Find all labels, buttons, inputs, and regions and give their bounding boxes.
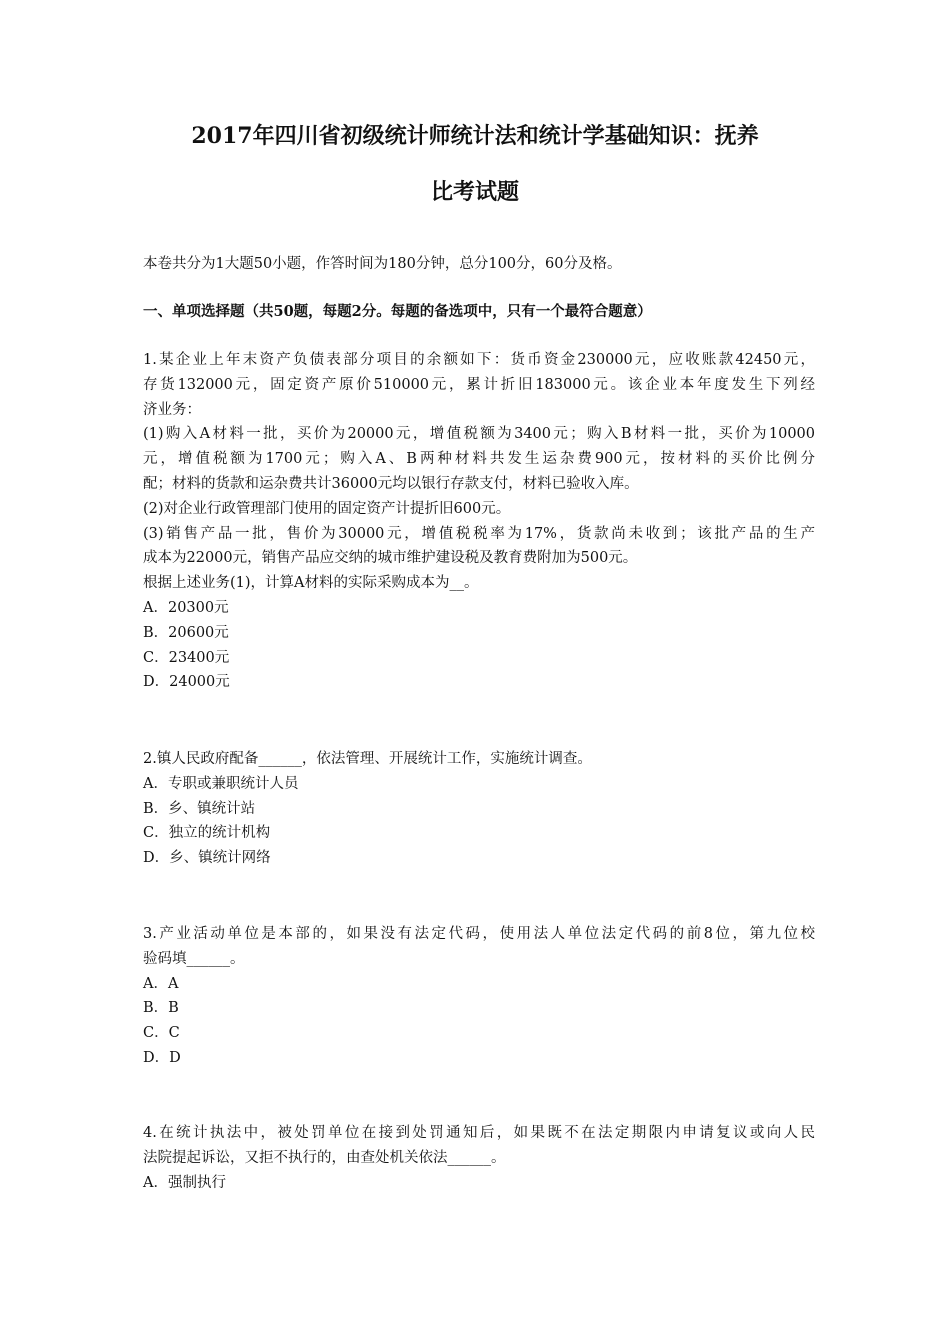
answer-option-d: D．24000元 (143, 674, 230, 691)
question-text-line: (2)对企业行政管理部门使用的固定资产计提折旧600元。 (143, 500, 511, 517)
question-text-line: 3.产业活动单位是本部的，如果没有法定代码，使用法人单位法定代码的前8位，第九位校 (143, 926, 815, 942)
question-text-line: 1.某企业上年末资产负债表部分项目的余额如下：货币资金230000元，应收账款42450元， (143, 352, 815, 368)
answer-option-c: C．C (143, 1025, 180, 1042)
question-4 (143, 1121, 815, 1195)
answer-option-a: A．20300元 (143, 599, 229, 616)
question-text-line: 根据上述业务(1)，计算A材料的实际采购成本为__。 (143, 575, 479, 592)
question-text-line: (3)销售产品一批，售价为30000元，增值税税率为17%，货款尚未收到；该批产品的生产 (143, 525, 815, 542)
answer-option-c: C．独立的统计机构 (143, 825, 271, 842)
question-text-line: 成本为22000元，销售产品应交纳的城市维护建设税及教育费附加为500元。 (143, 550, 638, 567)
answer-option-b: B．乡、镇统计站 (143, 800, 256, 817)
answer-option-d: D．D (143, 1049, 181, 1066)
question-text-line: 元，增值税额为1700元；购入A、B两种材料共发生运杂费900元，按材料的买价比例分 (143, 451, 815, 468)
exam-intro: 本卷共分为1大题50小题，作答时间为180分钟，总分100分，60分及格。 (143, 256, 622, 272)
question-text-line: (1)购入A材料一批，买价为20000元，增值税额为3400元；购入B材料一批，买价为10000 (143, 426, 815, 443)
question-text-line: 4.在统计执法中，被处罚单位在接到处罚通知后，如果既不在法定期限内申请复议或向人民 (143, 1125, 815, 1141)
question-text-line: 存货132000元，固定资产原价510000元，累计折旧183000元。该企业本年度发生下列经 (143, 376, 815, 393)
answer-option-b: B．B (143, 1000, 179, 1017)
answer-option-b: B．20600元 (143, 624, 229, 641)
question-text-line: 法院提起诉讼，又拒不执行的，由查处机关依法______。 (143, 1149, 506, 1166)
section-heading: 一、单项选择题（共50题，每题2分。每题的备选项中，只有一个最符合题意） (143, 303, 652, 320)
question-text-line: 配；材料的货款和运杂费共计36000元均以银行存款支付，材料已验收入库。 (143, 475, 639, 492)
question-text-line: 济业务： (143, 401, 201, 418)
answer-option-a: A．A (143, 975, 179, 992)
title-line-1: 2017年四川省初级统计师统计法和统计学基础知识：抚养 (191, 123, 759, 149)
document-title (120, 108, 830, 220)
answer-option-a: A．专职或兼职统计人员 (143, 775, 299, 792)
answer-option-c: C．23400元 (143, 649, 230, 666)
question-3 (143, 922, 815, 1071)
answer-option-a: A．强制执行 (143, 1174, 226, 1191)
title-line-2: 比考试题 (430, 179, 519, 205)
answer-option-d: D．乡、镇统计网络 (143, 850, 271, 867)
question-text-line: 验码填______。 (143, 950, 245, 967)
question-1 (143, 348, 815, 695)
question-2 (143, 747, 815, 871)
question-text-line: 2.镇人民政府配备______，依法管理、开展统计工作，实施统计调查。 (143, 751, 592, 767)
